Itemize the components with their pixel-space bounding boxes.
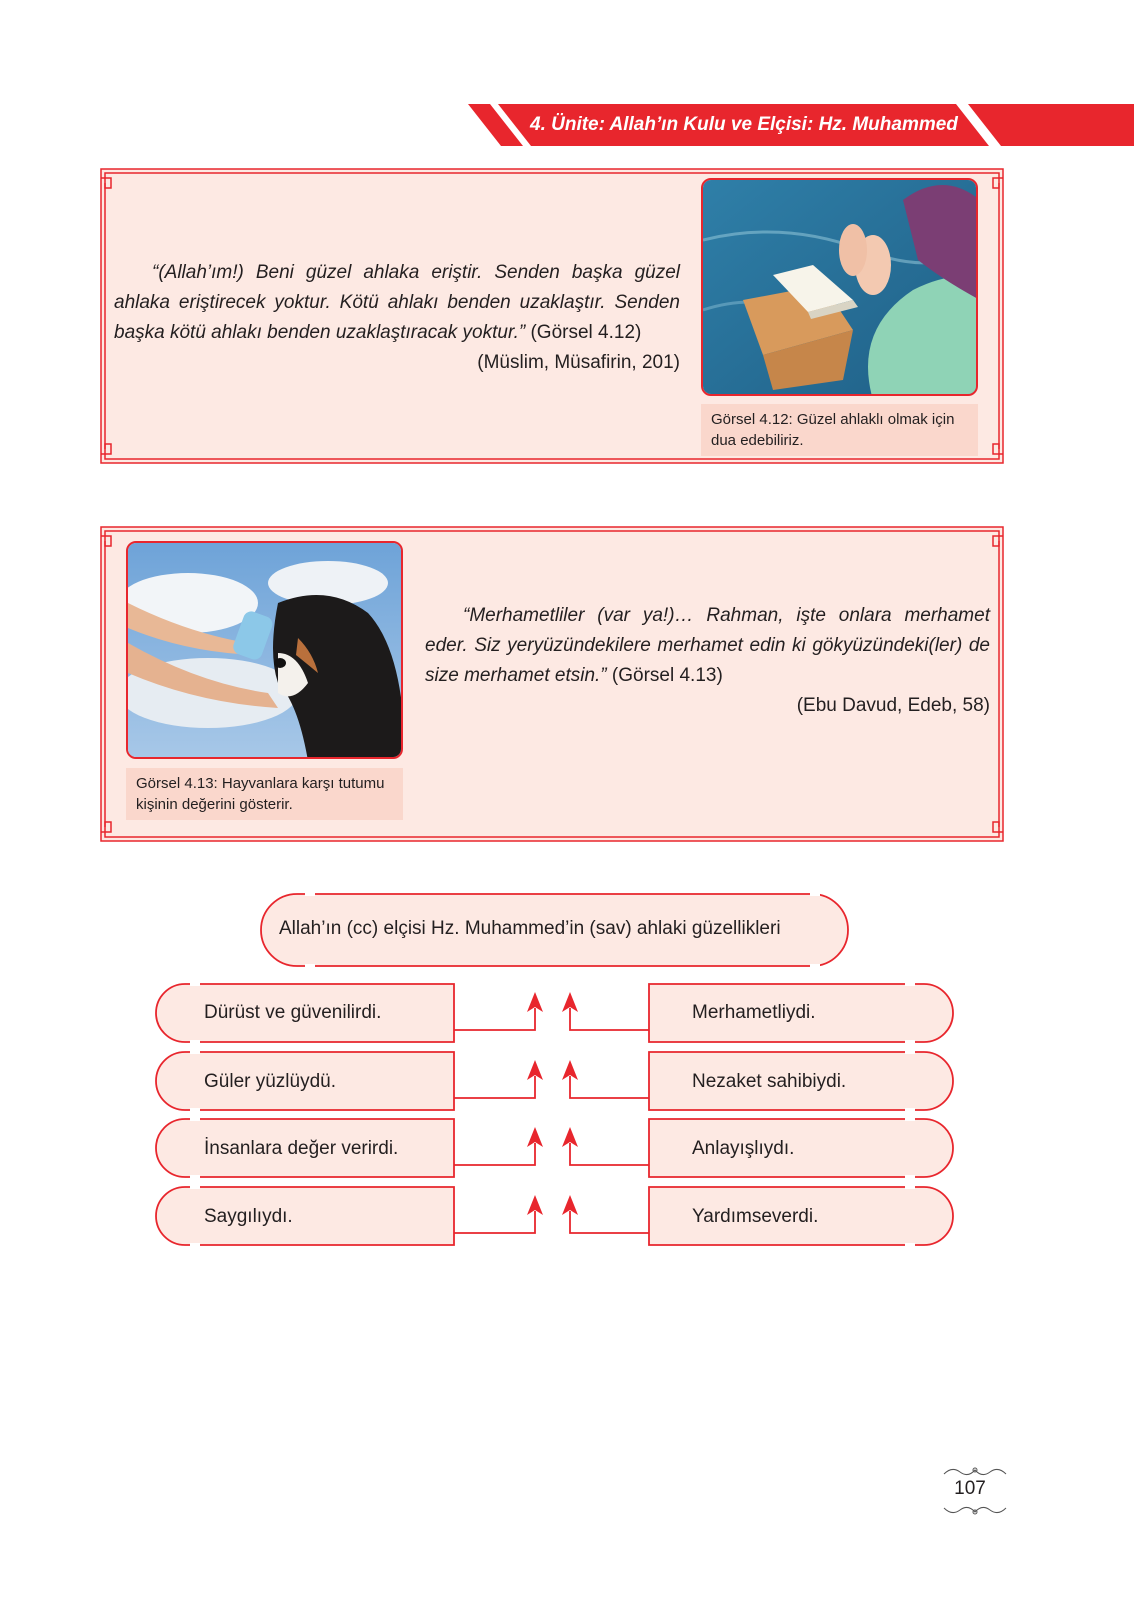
page-number: 107 (954, 1478, 986, 1499)
virtue-right-3: Anlayışlıydı. (692, 1138, 795, 1159)
quote-1-text: “(Allah’ım!) Beni güzel ahlaka eriştir. Senden başka güzel ahlaka eriştirecek yoktur. Kötü ahlakı benden uzaklaştır. Senden başka kötü ahlakı benden uzaklaştıracak yoktur.” (114, 262, 680, 343)
caption-4-13: Görsel 4.13: Hayvanlara karşı tutumu kişinin değerini gösterir. (126, 768, 403, 820)
quote-1-source: (Müslim, Müsafirin, 201) (477, 352, 680, 373)
virtue-left-4: Saygılıydı. (204, 1206, 293, 1227)
quote-2-ref: (Görsel 4.13) (606, 665, 723, 686)
virtue-left-1: Dürüst ve güvenilirdi. (204, 1002, 382, 1023)
virtue-right-2: Nezaket sahibiydi. (692, 1071, 847, 1092)
virtue-left-2: Güler yüzlüydü. (204, 1071, 337, 1092)
caption-4-12: Görsel 4.12: Güzel ahlaklı olmak için dua edebiliriz. (701, 404, 978, 456)
virtue-right-4: Yardımseverdi. (692, 1206, 819, 1227)
quote-2-text: “Merhametliler (var ya!)… Rahman, işte onlara merhamet eder. Siz yeryüzündekilere merhamet edin ki gökyüzündeki(ler) de size merhamet etsin.” (425, 605, 990, 686)
quote-1-ref: (Görsel 4.12) (525, 322, 642, 343)
virtue-left-3: İnsanlara değer verirdi. (204, 1138, 399, 1159)
virtue-right-1: Merhametliydi. (692, 1002, 816, 1023)
quote-2-source: (Ebu Davud, Edeb, 58) (796, 695, 990, 716)
unit-title: 4. Ünite: Allah’ın Kulu ve Elçisi: Hz. Muhammed (530, 114, 958, 135)
diagram-title: Allah’ın (cc) elçisi Hz. Muhammed’in (sav) ahlaki güzellikleri (279, 918, 781, 939)
